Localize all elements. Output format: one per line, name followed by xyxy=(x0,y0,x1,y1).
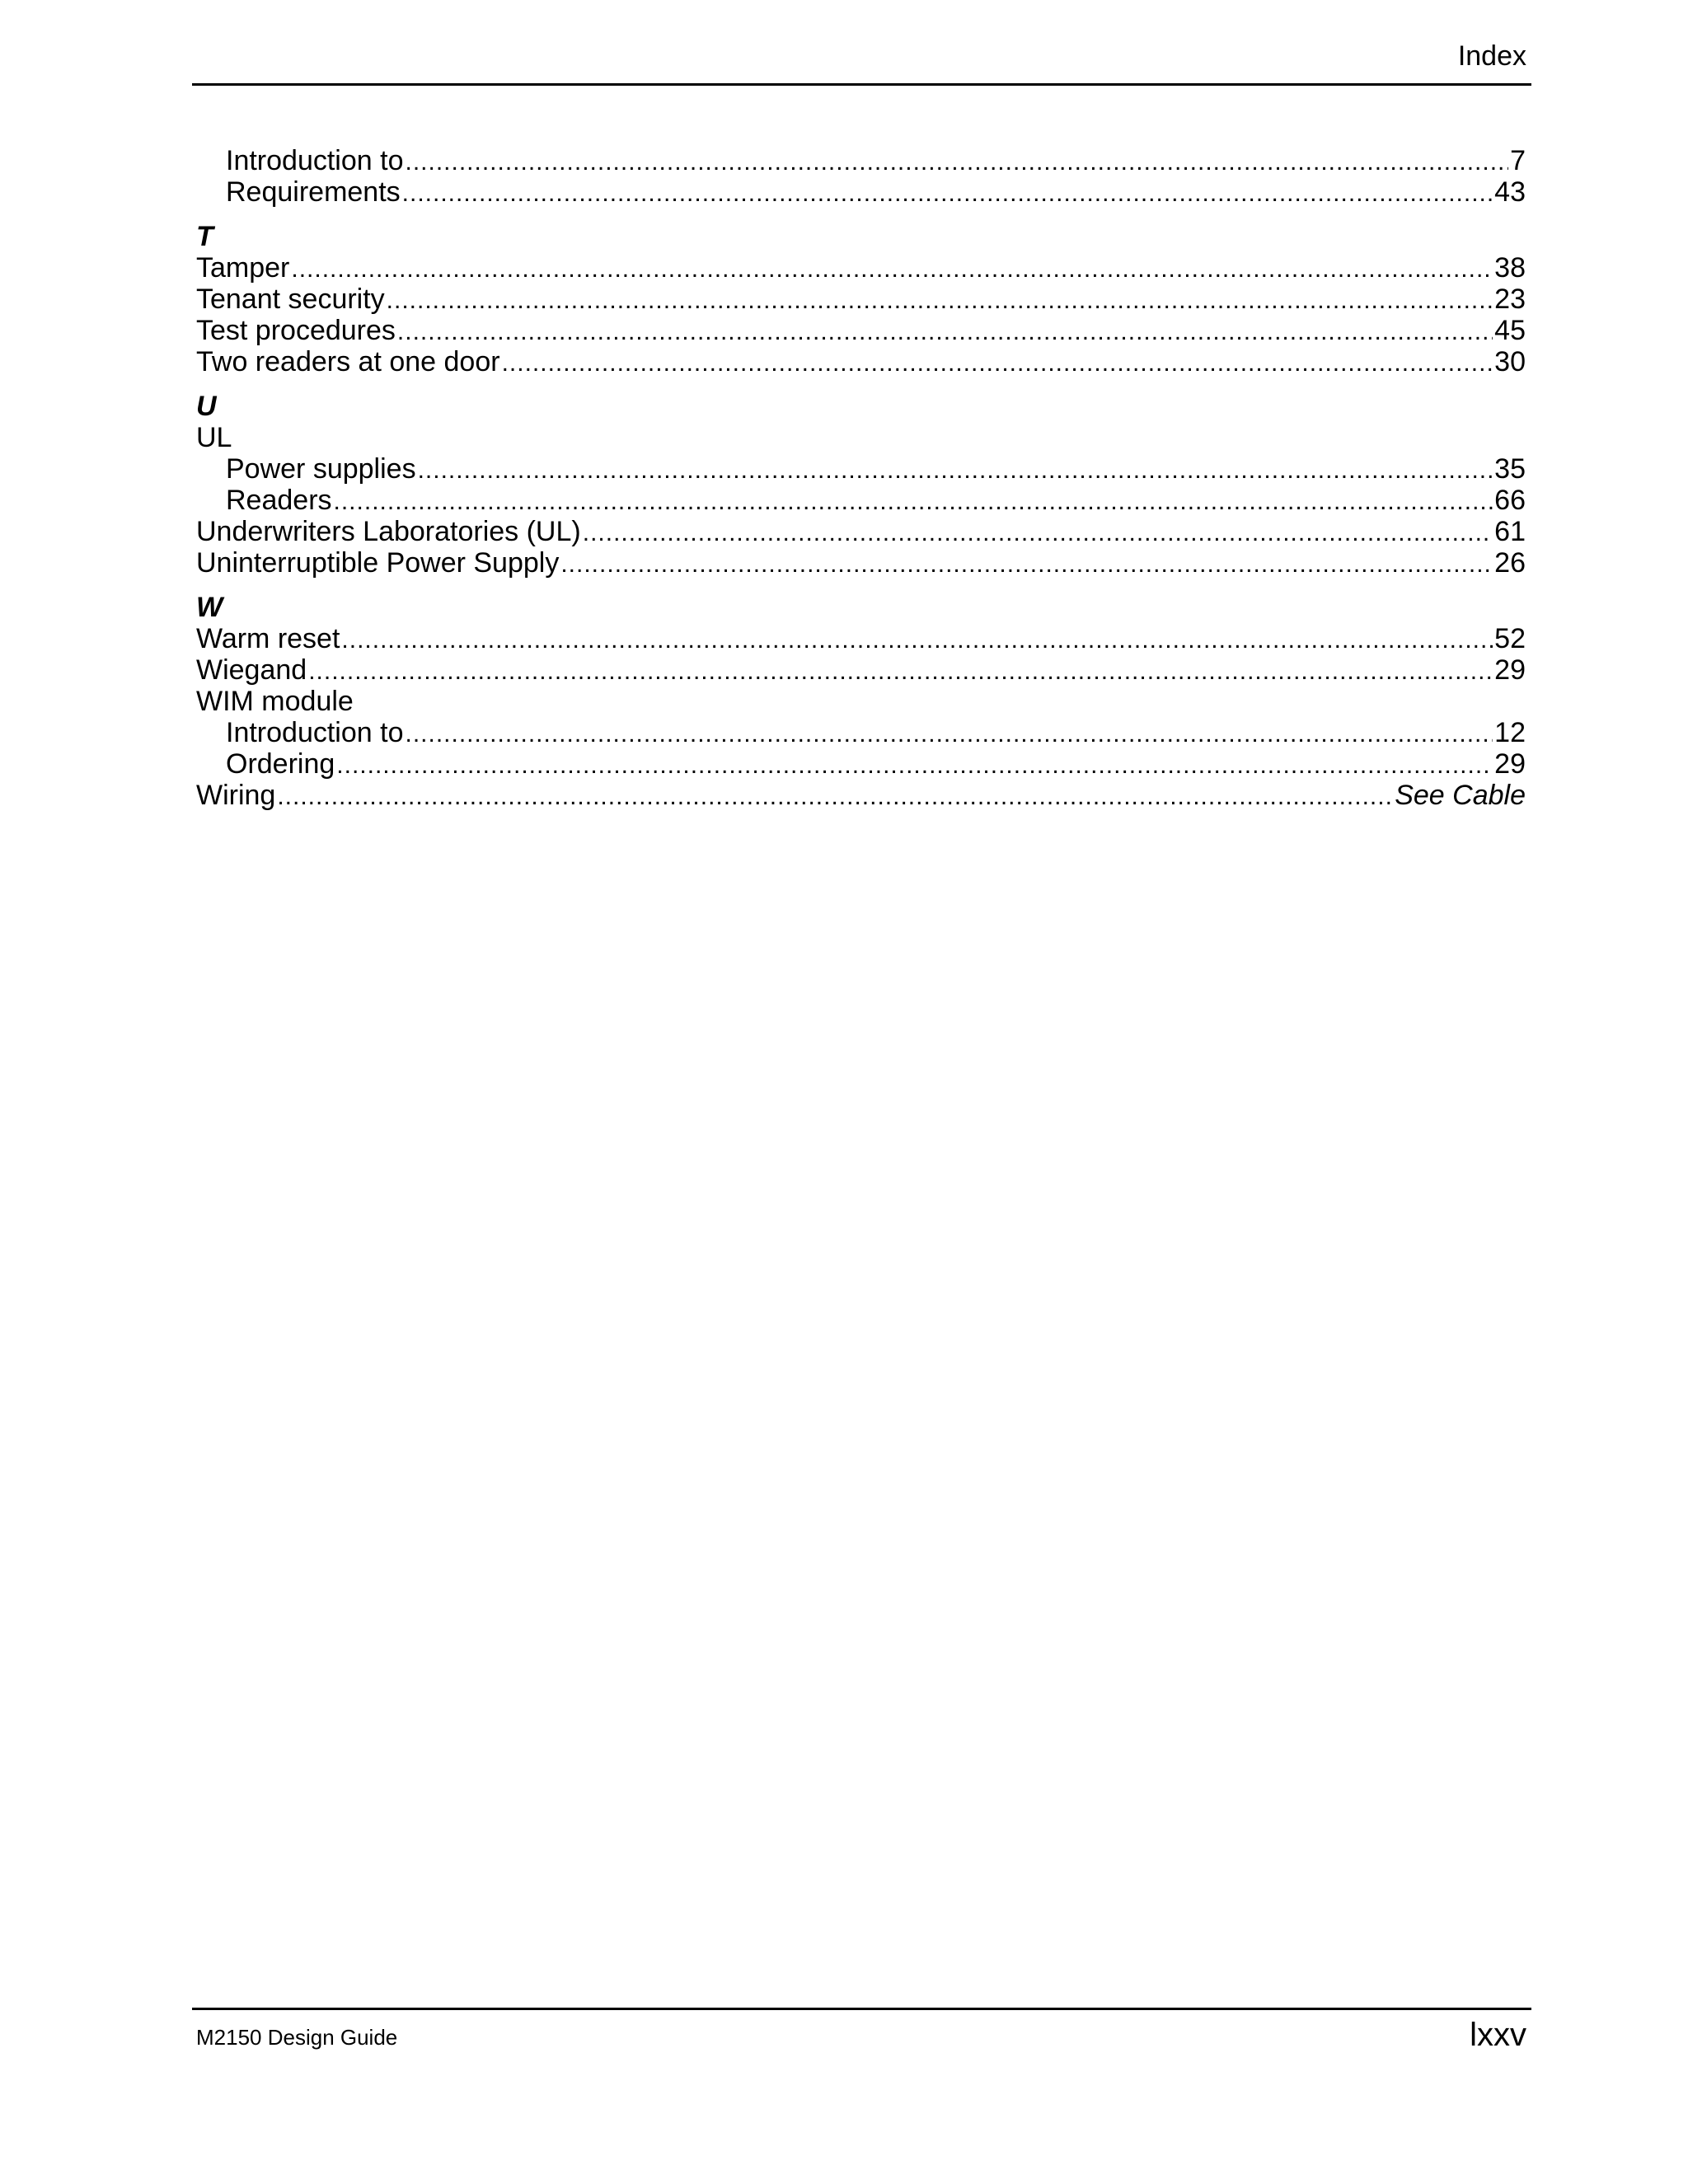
entry-page: 26 xyxy=(1494,547,1526,579)
entry-page: 12 xyxy=(1494,717,1526,748)
entry-label: Two readers at one door xyxy=(196,346,500,377)
entry-page: 30 xyxy=(1494,346,1526,377)
entry-label: UL xyxy=(196,422,232,453)
entry-label: Tamper xyxy=(196,252,290,284)
entry-label: Tenant security xyxy=(196,284,385,315)
dot-leader xyxy=(277,781,1393,813)
index-group-w xyxy=(196,592,1526,811)
entry-label: Wiegand xyxy=(196,654,307,686)
footer-document-title: M2150 Design Guide xyxy=(196,2025,398,2050)
index-entry xyxy=(196,346,1526,377)
dot-leader xyxy=(397,316,1493,348)
entry-page: 66 xyxy=(1494,485,1526,516)
index-group-u xyxy=(196,391,1526,579)
entry-page: 29 xyxy=(1494,654,1526,686)
index-entry xyxy=(196,453,1526,485)
dot-leader xyxy=(341,625,1493,656)
index-entry xyxy=(196,252,1526,284)
entry-label: Requirements xyxy=(226,176,401,208)
index-entry xyxy=(196,717,1526,748)
dot-leader xyxy=(583,518,1493,549)
dot-leader xyxy=(405,719,1493,750)
dot-leader xyxy=(418,455,1493,486)
dot-leader xyxy=(560,549,1493,580)
index-entry xyxy=(196,516,1526,547)
entry-label: Introduction to xyxy=(226,145,404,176)
index-entry xyxy=(196,315,1526,346)
entry-label: Wiring xyxy=(196,780,276,811)
section-letter: T xyxy=(196,221,213,252)
index-group-t xyxy=(196,221,1526,377)
dot-leader xyxy=(308,656,1493,687)
entry-page: 23 xyxy=(1494,284,1526,315)
entry-label: Ordering xyxy=(226,748,335,780)
dot-leader xyxy=(502,348,1493,379)
entry-label: Uninterruptible Power Supply xyxy=(196,547,560,579)
entry-page: 61 xyxy=(1494,516,1526,547)
entry-cross-reference: See Cable xyxy=(1395,780,1526,811)
entry-page: 7 xyxy=(1510,145,1526,176)
index-entry xyxy=(196,654,1526,686)
entry-page: 45 xyxy=(1494,315,1526,346)
dot-leader xyxy=(336,750,1493,781)
dot-leader xyxy=(334,486,1493,518)
index-list xyxy=(196,145,1526,811)
footer-page-number: lxxv xyxy=(1470,2017,1526,2053)
index-entry xyxy=(196,686,1526,717)
index-entry xyxy=(196,780,1526,811)
entry-page: 29 xyxy=(1494,748,1526,780)
entry-label: Test procedures xyxy=(196,315,396,346)
dot-leader xyxy=(387,285,1493,316)
entry-label: Introduction to xyxy=(226,717,404,748)
entry-label: Warm reset xyxy=(196,623,340,654)
index-entry xyxy=(196,485,1526,516)
entry-page: 43 xyxy=(1494,176,1526,208)
index-entry xyxy=(196,547,1526,579)
dot-leader xyxy=(405,147,1508,178)
dot-leader xyxy=(402,178,1493,209)
entry-label: Power supplies xyxy=(226,453,416,485)
entry-page: 52 xyxy=(1494,623,1526,654)
index-entry xyxy=(196,748,1526,780)
section-letter: U xyxy=(196,391,217,422)
page-footer xyxy=(192,2008,1531,2057)
index-entry xyxy=(196,284,1526,315)
entry-page: 35 xyxy=(1494,453,1526,485)
dot-leader xyxy=(291,254,1493,285)
index-entry xyxy=(196,176,1526,208)
header-title: Index xyxy=(1457,40,1526,72)
index-entry xyxy=(196,623,1526,654)
entry-label: WIM module xyxy=(196,686,354,717)
section-letter: W xyxy=(196,592,223,623)
index-entry xyxy=(196,145,1526,176)
entry-page: 38 xyxy=(1494,252,1526,284)
entry-label: Underwriters Laboratories (UL) xyxy=(196,516,581,547)
index-group xyxy=(196,145,1526,208)
index-entry xyxy=(196,422,1526,453)
entry-label: Readers xyxy=(226,485,332,516)
page-header xyxy=(192,36,1531,86)
